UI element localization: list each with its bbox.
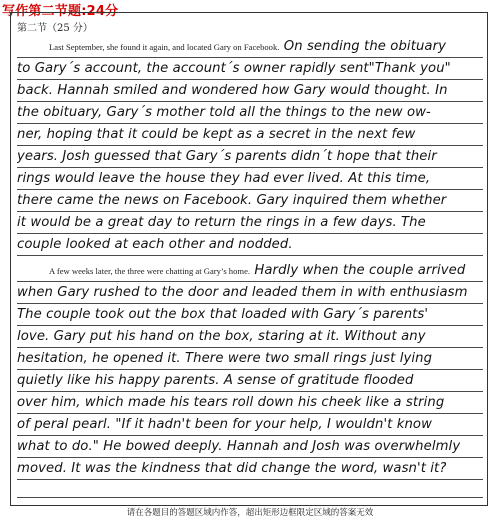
answer-line-p2-9: what to do." He bowed deeply. Hannah and Josh was overwhelmly <box>17 439 461 454</box>
writing-rule <box>17 145 483 146</box>
answer-sheet <box>10 12 488 506</box>
answer-line-p1-10: couple looked at each other and nodded. <box>17 237 293 252</box>
section-label: 第二节（25 分） <box>17 23 93 34</box>
answer-line-p2-2: when Gary rushed to the door and leaded them in with enthusiasm <box>17 285 468 300</box>
answer-line-p2-3: The couple took out the box that loaded with Gary´s parents' <box>17 307 429 322</box>
answer-line-p2-4: love. Gary put his hand on the box, staring at it. Without any <box>17 329 426 344</box>
answer-line-p1-5: ner, hoping that it could be kept as a secret in the next few <box>17 127 416 142</box>
writing-rule <box>17 347 483 348</box>
score-header: 写作第二节题:24分 <box>2 4 119 19</box>
writing-rule <box>17 189 483 190</box>
writing-rule <box>17 391 483 392</box>
handwritten-text: On sending the obituary <box>283 39 447 54</box>
answer-line-p2-8: of peral pearl. "If it hadn't been for your help, I wouldn't know <box>17 417 432 432</box>
writing-rule <box>17 167 483 168</box>
writing-rule <box>17 123 483 124</box>
writing-rule <box>17 369 483 370</box>
answer-line-p2-1 <box>17 263 483 278</box>
writing-rule <box>17 79 483 80</box>
writing-rule <box>17 303 483 304</box>
writing-rule <box>17 255 483 256</box>
writing-rule <box>17 101 483 102</box>
writing-rule <box>17 413 483 414</box>
answer-line-p2-6: quietly like his happy parents. A sense of gratitude flooded <box>17 373 414 388</box>
answer-line-p1-2: to Gary´s account, the account´s owner rapidly sent"Thank you" <box>17 61 451 76</box>
answer-line-p1-8: there came the news on Facebook. Gary inquired them whether <box>17 193 447 208</box>
answer-line-p2-5: hesitation, he opened it. There were two small rings just lying <box>17 351 433 366</box>
writing-rule <box>17 435 483 436</box>
paragraph2-prompt: A few weeks later, the three were chatting at Gary’s home. <box>49 266 251 276</box>
answer-area-notice: 请在各题目的答题区域内作答，超出矩形边框限定区域的答案无效 <box>126 508 374 518</box>
answer-line-p1-6: years. Josh guessed that Gary´s parents didn´t hope that their <box>17 149 437 164</box>
writing-rule <box>17 57 483 58</box>
handwritten-text: Hardly when the couple arrived <box>254 263 466 278</box>
answer-line-p1-7: rings would leave the house they had ever lived. At this time, <box>17 171 431 186</box>
answer-line-p2-10: moved. It was the kindness that did change the word, wasn't it? <box>17 461 447 476</box>
answer-line-p1-3: back. Hannah smiled and wondered how Gary would thought. In <box>17 83 448 98</box>
writing-rule <box>17 497 483 498</box>
answer-line-p1-9: it would be a great day to return the rings in a few days. The <box>17 215 426 230</box>
answer-line-p1-1 <box>17 39 483 54</box>
writing-rule <box>17 479 483 480</box>
writing-rule <box>17 325 483 326</box>
writing-rule <box>17 281 483 282</box>
writing-rule <box>17 211 483 212</box>
answer-line-p2-7: over him, which made his tears roll down his cheek like a string <box>17 395 445 410</box>
paragraph1-prompt: Last September, she found it again, and located Gary on Facebook. <box>49 42 280 52</box>
answer-line-p1-4: the obituary, Gary´s mother told all the things to the new ow- <box>17 105 431 120</box>
writing-rule <box>17 233 483 234</box>
writing-rule <box>17 457 483 458</box>
